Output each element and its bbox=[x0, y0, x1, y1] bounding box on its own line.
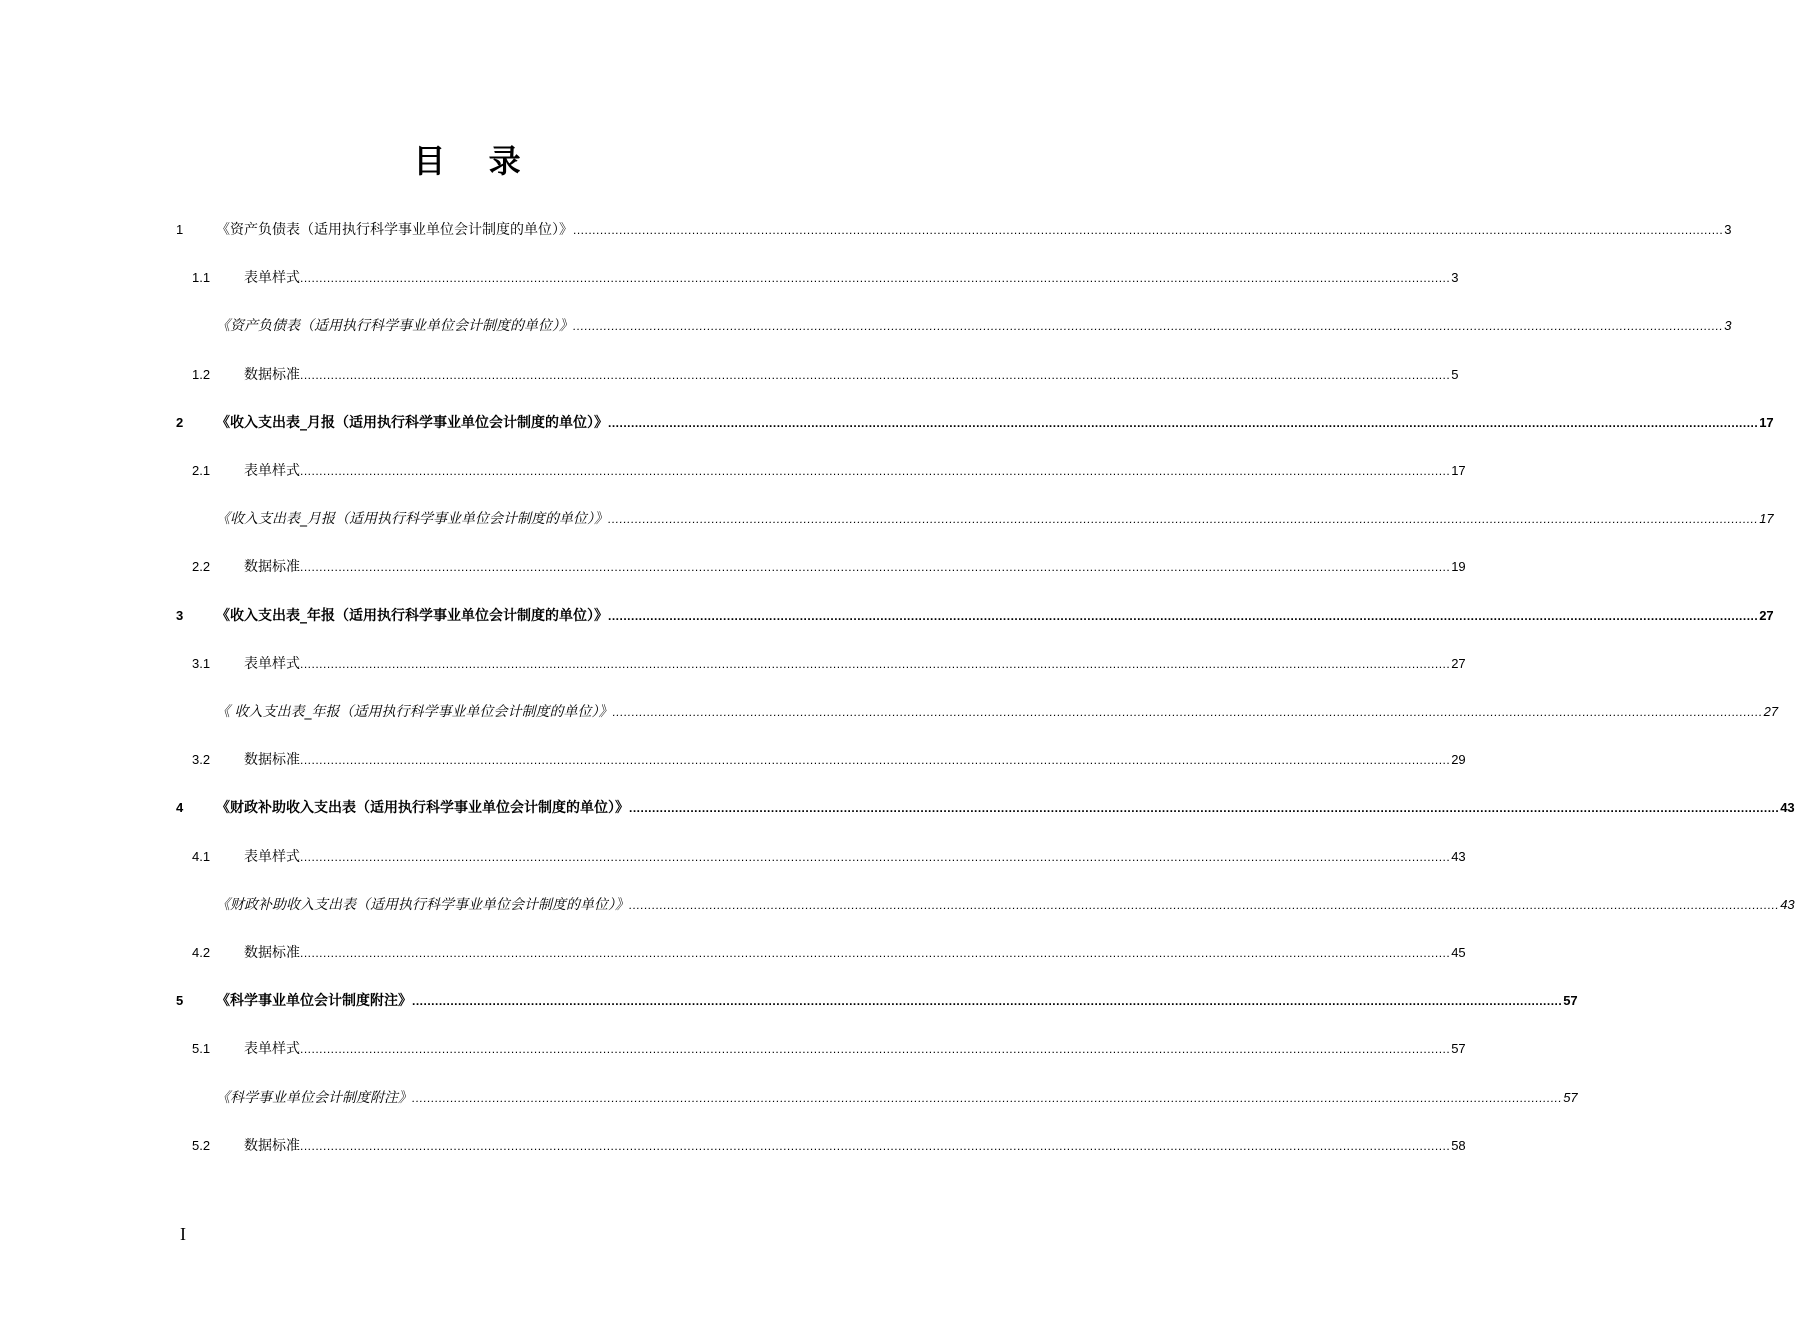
toc-leader-dots: ............................................................................................................................................................................................................................................................................................................ bbox=[300, 946, 1451, 960]
toc-entry[interactable] bbox=[176, 459, 1466, 483]
toc-leader-dots: ............................................................................................................................................................................................................................................................................................................ bbox=[629, 898, 1780, 912]
toc-entry-page: 43 bbox=[1780, 800, 1795, 815]
toc-leader-dots: ............................................................................................................................................................................................................................................................................................................ bbox=[573, 319, 1724, 333]
toc-entry-label: 表单样式 bbox=[244, 463, 300, 479]
toc-leader-dots: ............................................................................................................................................................................................................................................................................................................ bbox=[300, 850, 1451, 864]
toc-entry-number: 5 bbox=[176, 993, 184, 1008]
toc-entry-page: 45 bbox=[1451, 945, 1466, 960]
toc-entry-label: 数据标准 bbox=[244, 367, 300, 383]
toc-entry-page: 19 bbox=[1451, 559, 1466, 574]
toc-entry-label: 数据标准 bbox=[244, 1138, 300, 1154]
toc-entry-label: 《收入支出表_月报（适用执行科学事业单位会计制度的单位）》 bbox=[216, 415, 608, 431]
toc-entry-page: 57 bbox=[1563, 1090, 1578, 1105]
toc-entry[interactable] bbox=[176, 1086, 1578, 1110]
toc-entry-label: 《资产负债表（适用执行科学事业单位会计制度的单位）》 bbox=[216, 222, 573, 238]
page-title: 目 录 bbox=[413, 142, 537, 180]
toc-leader-dots: ............................................................................................................................................................................................................................................................................................................ bbox=[300, 1042, 1451, 1056]
toc-entry-page: 3 bbox=[1724, 222, 1732, 237]
toc-entry-page: 5 bbox=[1451, 367, 1459, 382]
toc-entry[interactable] bbox=[176, 314, 1732, 338]
toc-entry[interactable] bbox=[176, 796, 1795, 820]
toc-leader-dots: ............................................................................................................................................................................................................................................................................................................ bbox=[608, 416, 1759, 430]
toc-leader-dots: ............................................................................................................................................................................................................................................................................................................ bbox=[412, 1091, 1563, 1105]
toc-leader-dots: ............................................................................................................................................................................................................................................................................................................ bbox=[612, 705, 1763, 719]
toc-entry-number: 2 bbox=[176, 415, 184, 430]
toc-leader-dots: ............................................................................................................................................................................................................................................................................................................ bbox=[300, 271, 1451, 285]
toc-entry-page: 27 bbox=[1451, 656, 1466, 671]
toc-entry-number: 3.2 bbox=[192, 752, 211, 767]
toc-entry[interactable] bbox=[176, 604, 1774, 628]
toc-entry-number: 2.2 bbox=[192, 559, 211, 574]
toc-entry-page: 17 bbox=[1759, 415, 1774, 430]
toc-entry-number: 1.1 bbox=[192, 270, 211, 285]
toc-entry-page: 43 bbox=[1780, 897, 1795, 912]
toc-entry-number: 5.2 bbox=[192, 1138, 211, 1153]
toc-entry-label: 《收入支出表_年报（适用执行科学事业单位会计制度的单位）》 bbox=[216, 608, 608, 624]
toc-leader-dots: ............................................................................................................................................................................................................................................................................................................ bbox=[300, 753, 1451, 767]
toc-entry-page: 43 bbox=[1451, 849, 1466, 864]
toc-entry-label: 表单样式 bbox=[244, 1041, 300, 1057]
toc-entry-number: 4.2 bbox=[192, 945, 211, 960]
toc-leader-dots: ............................................................................................................................................................................................................................................................................................................ bbox=[573, 223, 1724, 237]
toc-entry[interactable] bbox=[176, 652, 1466, 676]
page-number: I bbox=[180, 1224, 186, 1244]
toc-entry[interactable] bbox=[176, 1037, 1466, 1061]
toc-entry-page: 3 bbox=[1724, 318, 1732, 333]
toc-entry[interactable] bbox=[176, 507, 1774, 531]
toc-entry-label: 数据标准 bbox=[244, 945, 300, 961]
toc-entry-page: 17 bbox=[1759, 511, 1774, 526]
toc-entry-number: 1 bbox=[176, 222, 184, 237]
toc-leader-dots: ............................................................................................................................................................................................................................................................................................................ bbox=[300, 464, 1451, 478]
toc-entry[interactable] bbox=[176, 411, 1774, 435]
toc-leader-dots: ............................................................................................................................................................................................................................................................................................................ bbox=[300, 368, 1451, 382]
toc-entry-number: 5.1 bbox=[192, 1041, 211, 1056]
toc-entry-number: 4.1 bbox=[192, 849, 211, 864]
toc-entry-label: 《财政补助收入支出表（适用执行科学事业单位会计制度的单位）》 bbox=[216, 897, 629, 913]
toc-entry-page: 57 bbox=[1451, 1041, 1466, 1056]
toc-entry-label: 《收入支出表_月报（适用执行科学事业单位会计制度的单位）》 bbox=[216, 511, 608, 527]
toc-entry-number: 4 bbox=[176, 800, 184, 815]
toc-entry-label: 表单样式 bbox=[244, 656, 300, 672]
toc-entry[interactable] bbox=[176, 748, 1466, 772]
toc-entry[interactable] bbox=[176, 941, 1466, 965]
toc-entry-label: 数据标准 bbox=[244, 752, 300, 768]
toc-entry-label: 表单样式 bbox=[244, 849, 300, 865]
toc-entry-number: 3 bbox=[176, 608, 184, 623]
toc-leader-dots: ............................................................................................................................................................................................................................................................................................................ bbox=[300, 560, 1451, 574]
toc-entry-label: 数据标准 bbox=[244, 559, 300, 575]
toc-entry-number: 3.1 bbox=[192, 656, 211, 671]
toc-entry[interactable] bbox=[176, 555, 1466, 579]
toc-entry-page: 17 bbox=[1451, 463, 1466, 478]
toc-entry[interactable] bbox=[176, 1134, 1466, 1158]
toc-leader-dots: ............................................................................................................................................................................................................................................................................................................ bbox=[629, 801, 1780, 815]
toc-entry-page: 58 bbox=[1451, 1138, 1466, 1153]
toc-entry-label: 《财政补助收入支出表（适用执行科学事业单位会计制度的单位）》 bbox=[216, 800, 629, 816]
toc-entry-label: 表单样式 bbox=[244, 270, 300, 286]
toc-entry[interactable] bbox=[176, 845, 1466, 869]
toc-entry-number: 1.2 bbox=[192, 367, 211, 382]
toc-entry-number: 2.1 bbox=[192, 463, 211, 478]
toc-entry-label: 《科学事业单位会计制度附注》 bbox=[216, 1090, 412, 1106]
toc-entry-label: 《资产负债表（适用执行科学事业单位会计制度的单位）》 bbox=[216, 318, 573, 334]
toc-leader-dots: ............................................................................................................................................................................................................................................................................................................ bbox=[300, 1139, 1451, 1153]
toc-leader-dots: ............................................................................................................................................................................................................................................................................................................ bbox=[608, 609, 1759, 623]
toc-leader-dots: ............................................................................................................................................................................................................................................................................................................ bbox=[412, 994, 1563, 1008]
toc-entry[interactable] bbox=[176, 700, 1779, 724]
toc-leader-dots: ............................................................................................................................................................................................................................................................................................................ bbox=[608, 512, 1759, 526]
toc-entry[interactable] bbox=[176, 989, 1578, 1013]
toc-entry-page: 29 bbox=[1451, 752, 1466, 767]
toc-entry[interactable] bbox=[176, 893, 1795, 917]
toc-entry[interactable] bbox=[176, 266, 1459, 290]
toc-entry-label: 《科学事业单位会计制度附注》 bbox=[216, 993, 412, 1009]
toc-entry[interactable] bbox=[176, 363, 1459, 387]
toc-entry-label: 《 收入支出表_年报（适用执行科学事业单位会计制度的单位）》 bbox=[216, 704, 613, 720]
toc-entry-page: 3 bbox=[1451, 270, 1459, 285]
toc-entry-page: 27 bbox=[1759, 608, 1774, 623]
toc-entry-page: 57 bbox=[1563, 993, 1578, 1008]
toc-entry-page: 27 bbox=[1763, 704, 1779, 719]
toc-leader-dots: ............................................................................................................................................................................................................................................................................................................ bbox=[300, 657, 1451, 671]
toc-entry[interactable] bbox=[176, 218, 1732, 242]
